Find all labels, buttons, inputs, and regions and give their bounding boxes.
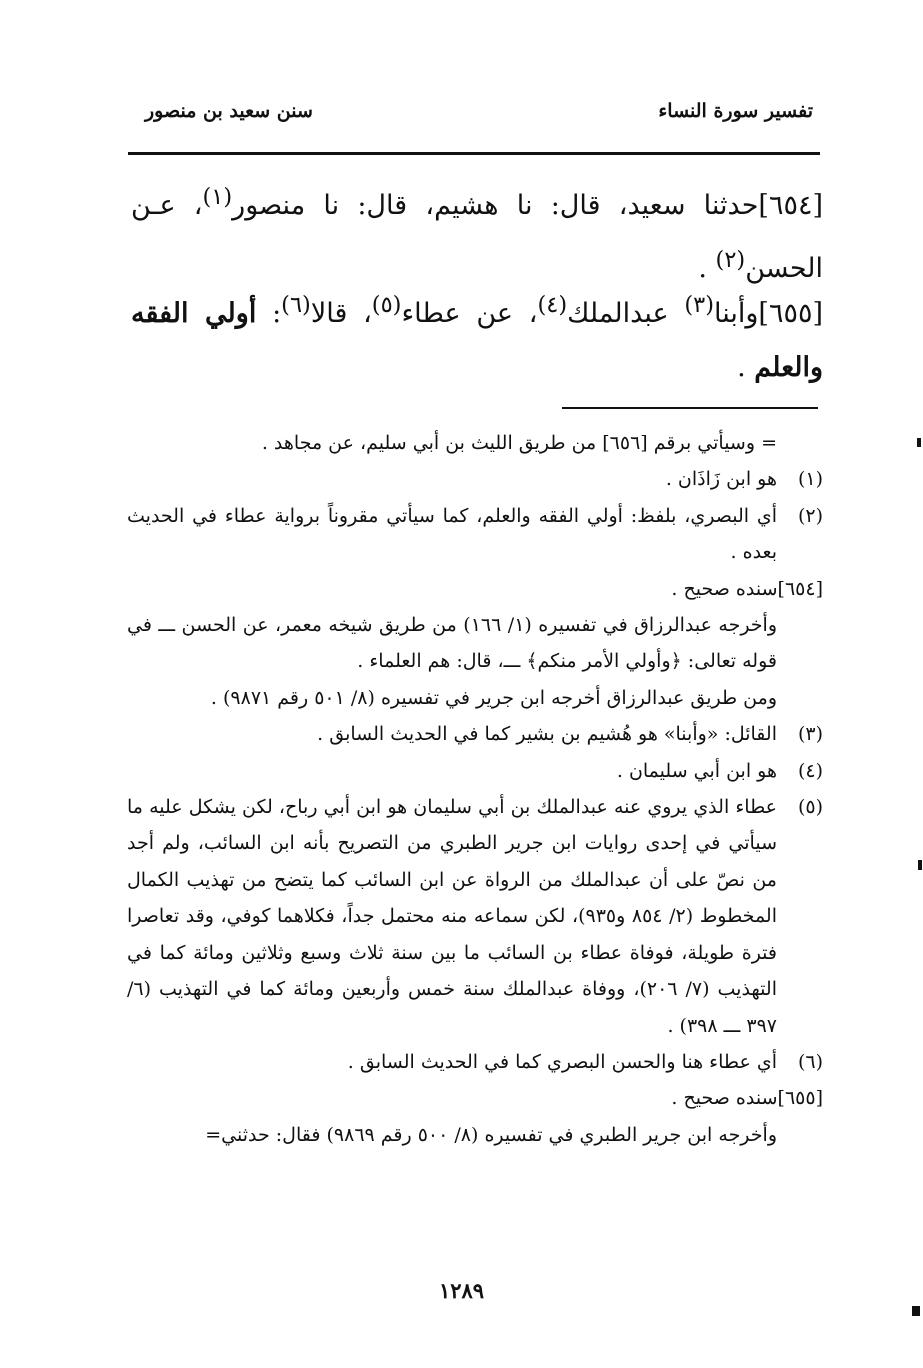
scan-speck bbox=[917, 438, 921, 447]
footnote-number: (٦) bbox=[797, 1050, 823, 1073]
takhrij-654-paragraph-2: ومن طريق عبدالرزاق أخرجه ابن جرير في تفسيره (٨/ ٥٠١ رقم ٩٨٧١) . bbox=[210, 686, 777, 709]
scan-speck bbox=[918, 860, 922, 870]
footnote-continuation: = وسيأتي برقم [٦٥٦] من طريق الليث بن أبي سليم، عن مجاهد . bbox=[261, 432, 777, 454]
sanad-text: سنده صحيح . bbox=[671, 1087, 778, 1110]
footnote-ref-6: (٦) bbox=[281, 292, 311, 318]
hadith-654-text-2: ، عـن الحسن bbox=[131, 190, 823, 284]
footnote-text: هو ابن أبي سليمان . bbox=[616, 759, 777, 782]
footnote-ref-3: (٣) bbox=[684, 292, 714, 318]
hadith-655-text-2: عبدالملك bbox=[567, 298, 685, 329]
footnote-text: القائل: «وأبنا» هو هُشيم بن بشير كما في الحديث السابق . bbox=[317, 723, 777, 746]
hadith-655-text-3: ، عن عطاء bbox=[401, 298, 538, 329]
footnote-ref-2: (٢) bbox=[715, 247, 746, 273]
sanad-label: [٦٥٥] bbox=[777, 1087, 823, 1110]
running-header-chapter: تفسير سورة النساء bbox=[658, 100, 813, 122]
sanad-note-654 bbox=[127, 571, 823, 607]
running-header-book: سنن سعيد بن منصور bbox=[145, 100, 313, 122]
sanad-note-655 bbox=[127, 1080, 823, 1116]
footnote-4 bbox=[127, 753, 823, 789]
hadith-655-text-4: ، قالا bbox=[310, 298, 372, 329]
footnote-1 bbox=[127, 461, 823, 497]
hadith-654-end: . bbox=[698, 253, 716, 284]
footnote-text: عطاء الذي يروي عنه عبدالملك بن أبي سليمان هو ابن أبي رباح، لكن يشكل عليه ما سيأتي في إحدى روايات ابن جرير الطبري من التصريح بأنه ابن السائب، ولم أجد من نصّ على أن عبدالملك من الرواة عن ابن السائب كما يتضح من تهذيب الكمال المخطوط (٢/ ٨٥٤ و٩٣٥)، لكن سماعه منه محتمل جداً، فكلاهما كوفي، وقد تعاصرا فترة طويلة، فوفاة عطاء بن السائب ما بين سنة ثلاث وسبع وثلاثين ومائة كما في التهذيب (٧/ ٢٠٦)، ووفاة عبدالملك سنة خمس وأربعين ومائة كما في التهذيب (٦/ ٣٩٧ ـــ ٣٩٨) . bbox=[127, 796, 778, 1037]
hadith-655 bbox=[131, 278, 823, 395]
hadith-655-text: [٦٥٥]وأبنا bbox=[713, 298, 823, 329]
footnote-text: هو ابن زَاذَان . bbox=[665, 468, 777, 491]
footnote-6 bbox=[127, 1044, 823, 1080]
hadith-654-text: [٦٥٤]حدثنا سعيد، قال: نا هشيم، قال: نا منصور bbox=[232, 190, 823, 221]
footnote-number: (٤) bbox=[797, 759, 823, 782]
sanad-text: سنده صحيح . bbox=[671, 577, 778, 600]
sanad-label: [٦٥٤] bbox=[777, 577, 823, 600]
footnote-number: (٣) bbox=[797, 723, 823, 746]
footnote-number: (٢) bbox=[797, 504, 823, 527]
takhrij-654-paragraph: وأخرجه عبدالرزاق في تفسيره (١/ ١٦٦) من طريق شيخه معمر، عن الحسن ـــ في قوله تعالى: ﴿وأولي الأمر منكم﴾ ـــ، قال: هم العلماء . bbox=[127, 614, 777, 673]
footnote-number: (١) bbox=[797, 468, 823, 491]
footnote-5 bbox=[127, 789, 823, 1044]
footnote-rule bbox=[562, 407, 818, 409]
header-rule bbox=[128, 152, 820, 155]
hadith-655-end: . bbox=[737, 352, 755, 383]
footnote-ref-5: (٥) bbox=[371, 292, 402, 318]
footnote-ref-1: (١) bbox=[202, 184, 233, 210]
scan-speck bbox=[912, 1306, 920, 1316]
footnote-ref-4: (٤) bbox=[537, 292, 568, 318]
page-number: ١٢٨٩ bbox=[438, 1278, 485, 1303]
footnote-3 bbox=[127, 716, 823, 752]
takhrij-655-paragraph: وأخرجه ابن جرير الطبري في تفسيره (٨/ ٥٠٠ رقم ٩٨٦٩) فقال: حدثني= bbox=[205, 1123, 777, 1146]
hadith-655-text-5: : bbox=[256, 298, 282, 329]
footnote-2 bbox=[127, 498, 823, 571]
footnote-number: (٥) bbox=[797, 796, 823, 819]
footnote-text: أي البصري، بلفظ: أولي الفقه والعلم، كما سيأتي مقروناً برواية عطاء في الحديث بعده . bbox=[127, 504, 777, 564]
footnotes bbox=[127, 425, 823, 1153]
hadith-655-bold-phrase: أولي الفقه والعلم bbox=[131, 298, 823, 383]
footnote-text: أي عطاء هنا والحسن البصري كما في الحديث السابق . bbox=[347, 1050, 777, 1073]
